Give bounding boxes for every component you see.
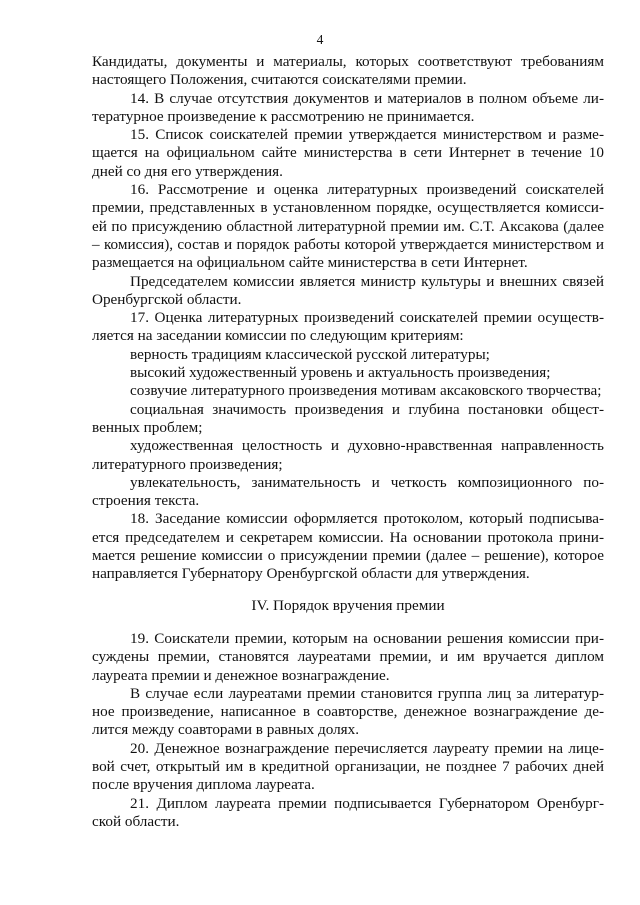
criterion-item: созвучие литературного произведения мотивам аксаковского творчества; [130, 382, 602, 400]
paragraph-16: 16. Рассмотрение и оценка литературных произведений соискателей премии, представленных в установленном порядке, осуществляется комиссией по присуждению областной литературной премии им. С.Т. Аксакова (далее – комиссия), состав и порядок работы которой утверждается министерством и размещается на официальном сайте министерства в сети Интернет. [92, 181, 604, 272]
paragraph-20: 20. Денежное вознаграждение перечисляется лауреату премии на лицевой счет, открытый им в кредитной организации, не позднее 7 рабочих дней после вручения диплома лауреата. [92, 739, 604, 794]
criterion-item: верность традициям классической русской литературы; [130, 345, 490, 363]
page-number: 4 [316, 32, 324, 47]
document-body [92, 53, 604, 831]
paragraph-coauthors: В случае если лауреатами премии становится группа лиц за литературное произведение, написанное в соавторстве, денежное вознаграждение делится между соавторами в равных долях. [92, 684, 604, 739]
paragraph-commission-chair: Председателем комиссии является министр культуры и внешних связей Оренбургской области. [92, 272, 604, 308]
paragraph-18: 18. Заседание комиссии оформляется протоколом, который подписывается председателем и секретарем комиссии. На основании протокола принимается решение комиссии о присуждении премии (далее – решение), которое направляется Губернатору Оренбургской области для утверждения. [92, 510, 604, 583]
criterion-item: увлекательность, занимательность и четкость композиционного построения текста. [92, 473, 604, 510]
criterion-item: социальная значимость произведения и глубина постановки общественных проблем; [92, 400, 604, 436]
section-heading: IV. Порядок вручения премии [251, 596, 445, 614]
criterion-item: высокий художественный уровень и актуальность произведения; [130, 364, 551, 382]
criterion-item: художественная целостность и духовно-нравственная направленность литературного произведения; [92, 437, 604, 473]
paragraph-14: 14. В случае отсутствия документов и материалов в полном объеме литературное произведение к рассмотрению не принимается. [92, 89, 604, 125]
paragraph-15: 15. Список соискателей премии утверждается министерством и размещается на официальном сайте министерства в сети Интернет в течение 10 дней со дня его утверждения. [92, 126, 604, 180]
paragraph-candidates: Кандидаты, документы и материалы, которых соответствуют требованиям настоящего Положения, считаются соискателями премии. [92, 53, 604, 89]
paragraph-21: 21. Диплом лауреата премии подписывается Губернатором Оренбургской области. [92, 794, 604, 830]
paragraph-19: 19. Соискатели премии, которым на основании решения комиссии присуждены премии, становятся лауреатами премии, и им вручается диплом лауреата премии и денежное вознаграждение. [92, 629, 604, 684]
paragraph-17: 17. Оценка литературных произведений соискателей премии осуществляется на заседании комиссии по следующим критериям: [92, 309, 604, 345]
